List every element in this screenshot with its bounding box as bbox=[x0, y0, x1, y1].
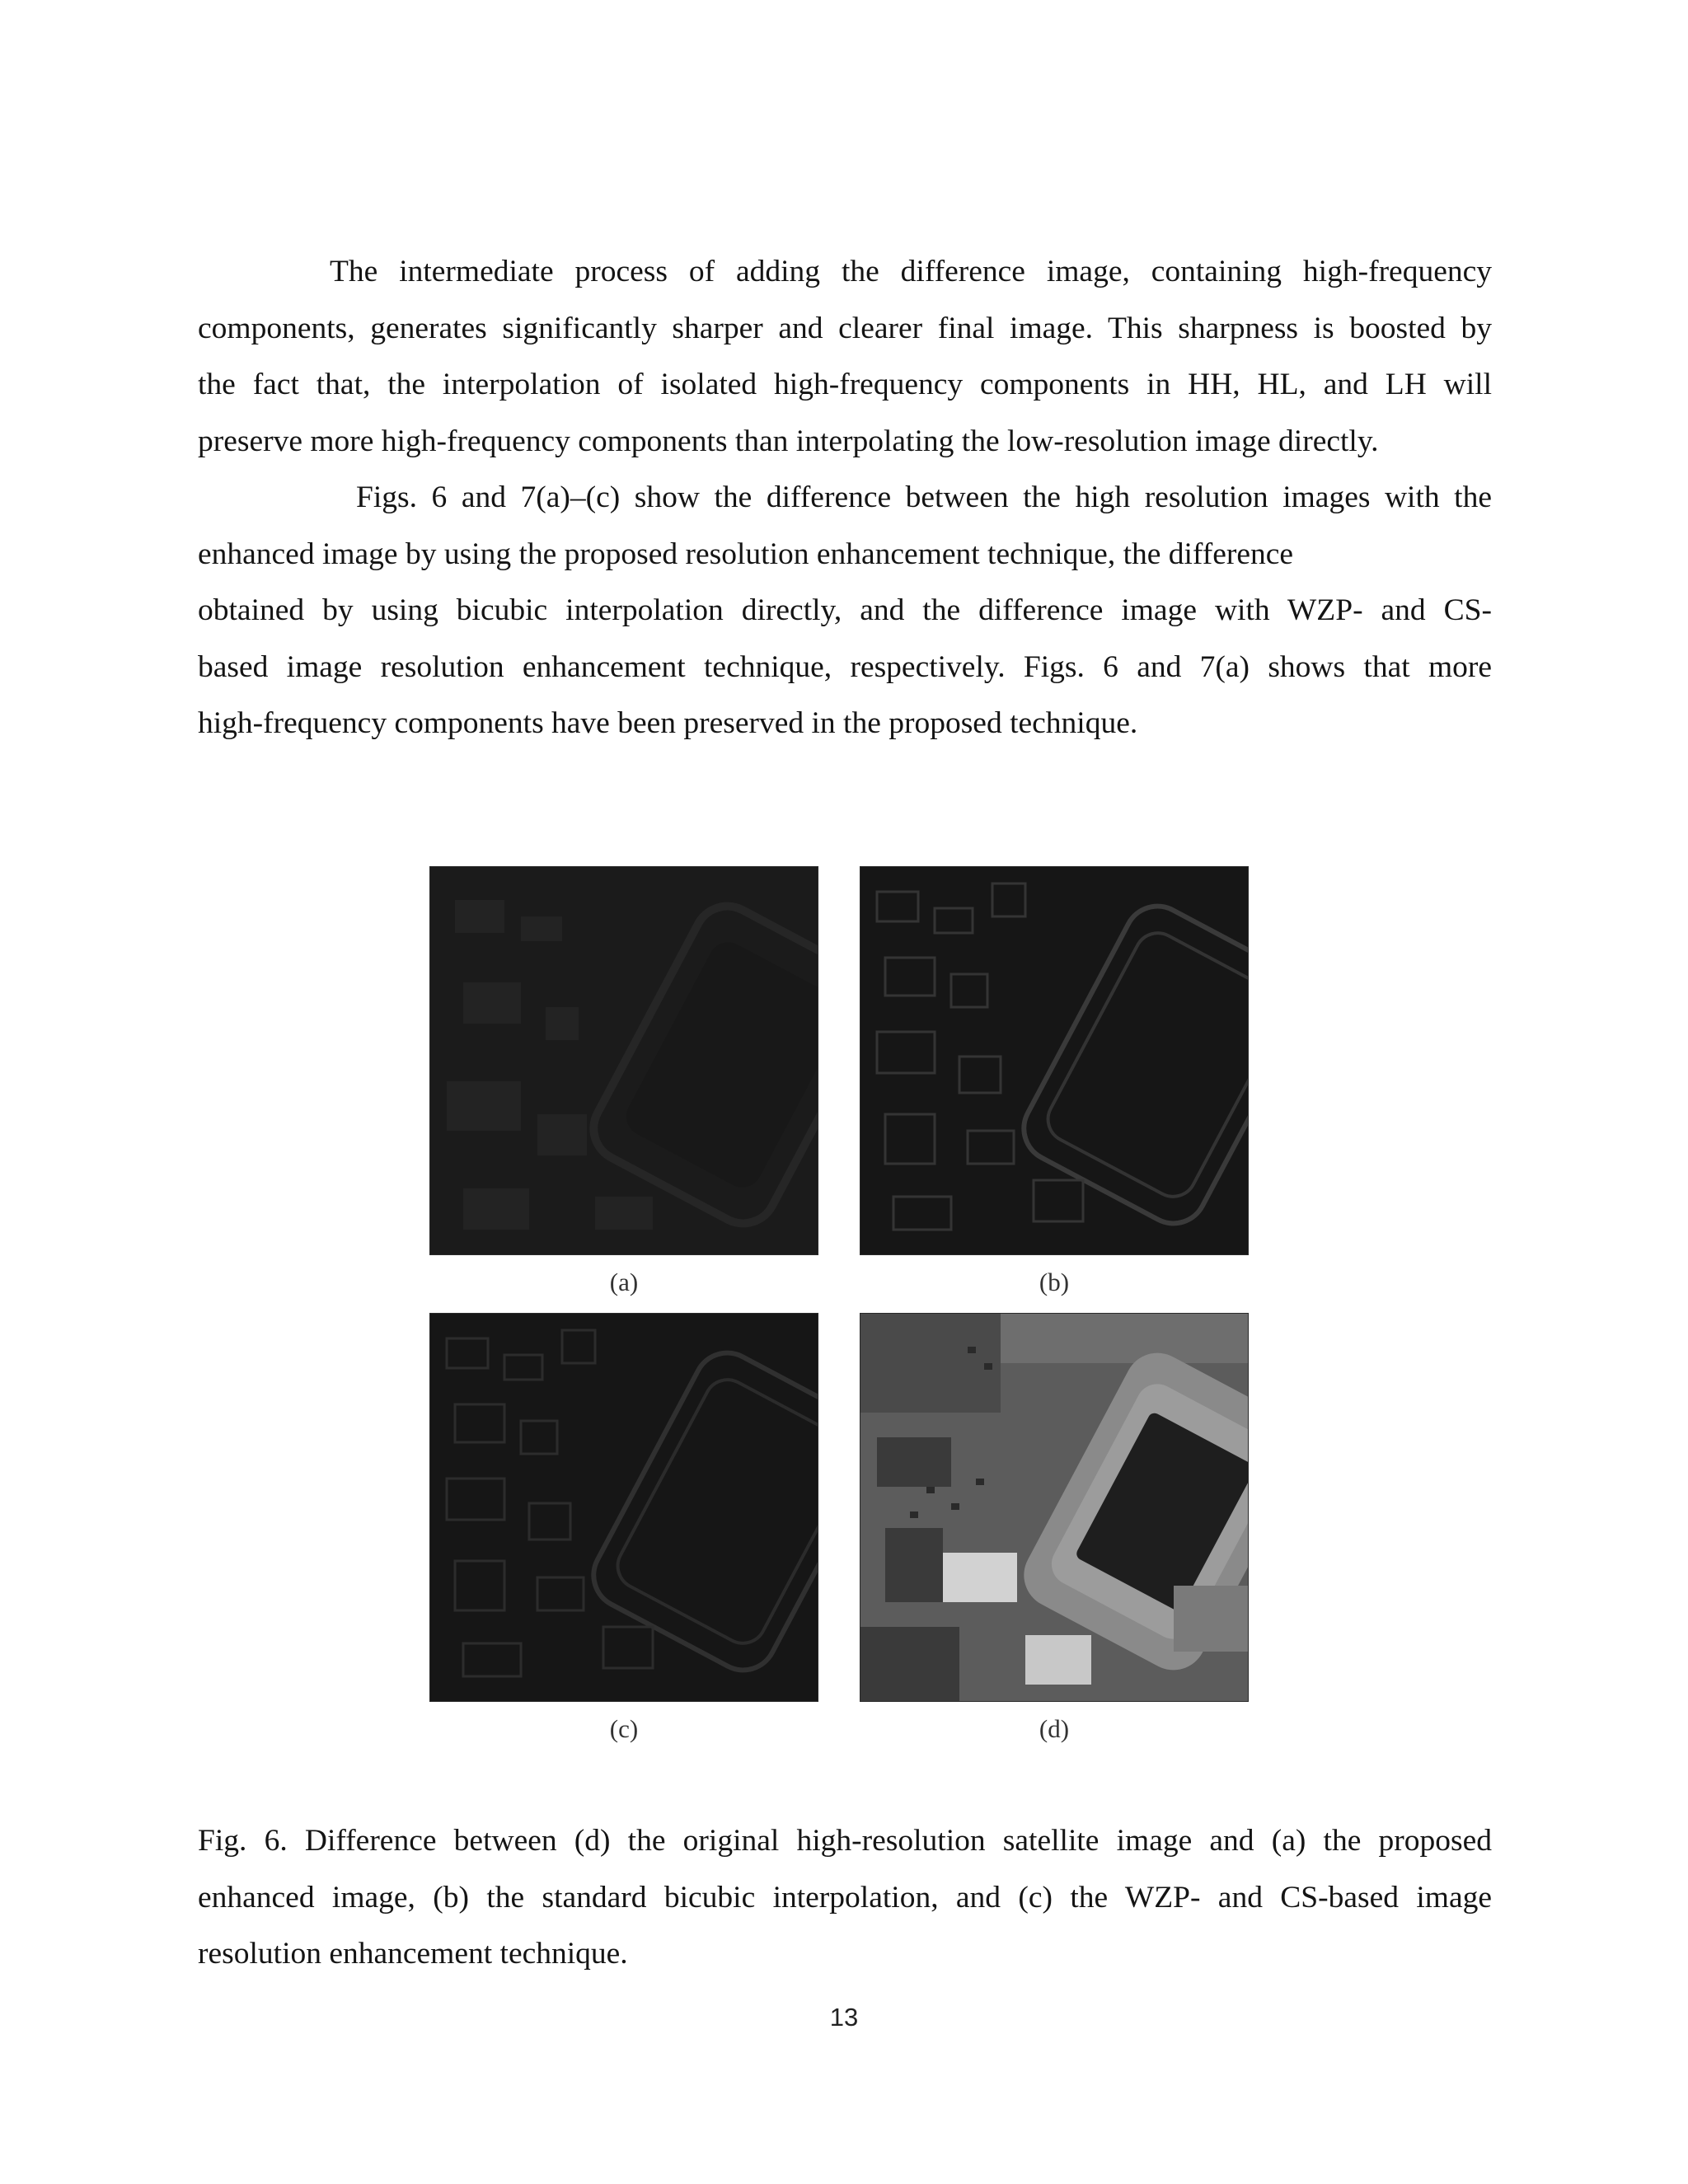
caption-line: enhanced image, (b) the standard bicubic interpolation, and (c) the WZP- and CS-based image bbox=[198, 1880, 1492, 1915]
panel-c-picture bbox=[430, 1314, 818, 1701]
text-line: components, generates significantly sharper and clearer final image. This sharpness is boosted by bbox=[198, 311, 1492, 345]
caption-line: Fig. 6. Difference between (d) the original high-resolution satellite image and (a) the proposed bbox=[198, 1824, 1492, 1858]
paragraph-2 bbox=[198, 470, 1492, 752]
subfigure-label-b: (b) bbox=[1039, 1268, 1070, 1296]
difference-image-proposed bbox=[429, 866, 818, 1255]
difference-image-wzp-cs bbox=[429, 1313, 818, 1702]
text-line: high-frequency components have been preserved in the proposed technique. bbox=[198, 706, 1138, 741]
difference-image-bicubic bbox=[860, 866, 1249, 1255]
text-line: based image resolution enhancement technique, respectively. Figs. 6 and 7(a) shows that more bbox=[198, 649, 1492, 684]
text-line: enhanced image by using the proposed resolution enhancement technique, the difference bbox=[198, 537, 1294, 571]
paragraph-1 bbox=[198, 244, 1492, 470]
text-line: The intermediate process of adding the difference image, containing high-frequency bbox=[330, 255, 1492, 288]
panel-b-picture bbox=[860, 867, 1248, 1254]
text-line: obtained by using bicubic interpolation directly, and the difference image with WZP- and CS- bbox=[198, 593, 1492, 628]
figure-caption bbox=[198, 1813, 1492, 1983]
text-line: the fact that, the interpolation of isolated high-frequency components in HH, HL, and LH will bbox=[198, 368, 1492, 402]
subfigure-label-a: (a) bbox=[609, 1268, 639, 1296]
panel-d-picture bbox=[860, 1314, 1248, 1701]
page-number: 13 bbox=[829, 2003, 859, 2032]
subfigure-label-c: (c) bbox=[609, 1714, 639, 1743]
original-satellite-image bbox=[860, 1313, 1249, 1702]
subfigure-label-d: (d) bbox=[1039, 1714, 1070, 1743]
text-line: preserve more high-frequency components than interpolating the low-resolution image directly. bbox=[198, 424, 1379, 458]
caption-line: resolution enhancement technique. bbox=[198, 1937, 628, 1971]
panel-a-picture bbox=[430, 867, 818, 1254]
text-line: Figs. 6 and 7(a)–(c) show the difference between the high resolution images with the bbox=[356, 480, 1492, 514]
